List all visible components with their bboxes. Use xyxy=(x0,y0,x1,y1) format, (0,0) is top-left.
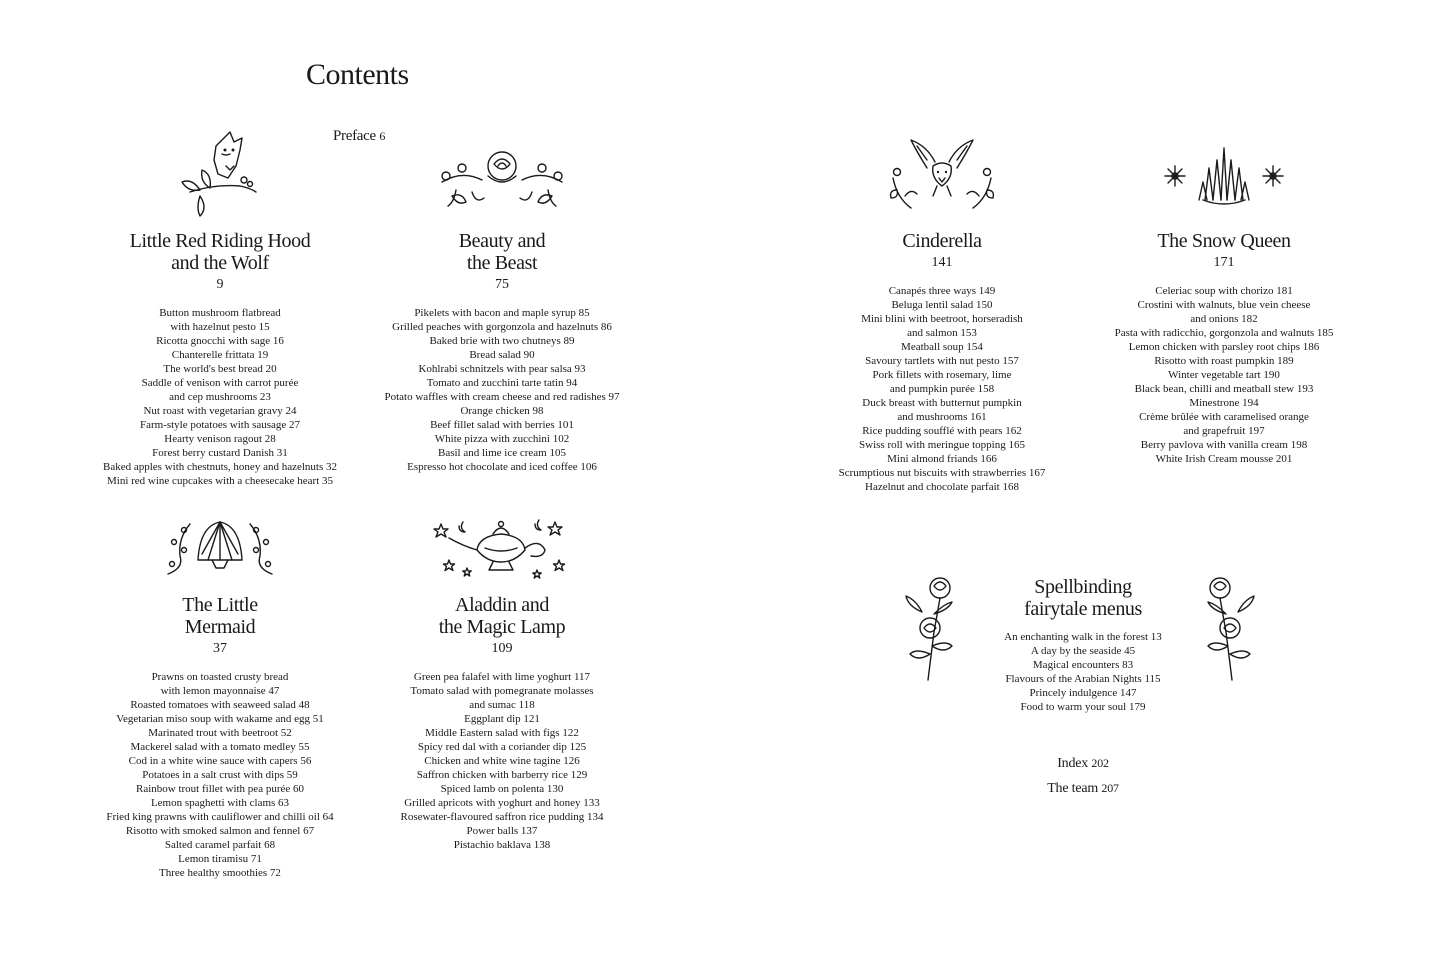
list-item[interactable]: Vegetarian miso soup with wakame and egg 51 xyxy=(116,713,324,725)
list-item[interactable]: Roasted tomatoes with seaweed salad 48 xyxy=(130,699,310,711)
list-item[interactable]: Saddle of venison with carrot purée and cep mushrooms 23 xyxy=(141,377,299,403)
recipe-list xyxy=(80,306,360,488)
recipe-list xyxy=(362,306,642,474)
list-item[interactable]: Berry pavlova with vanilla cream 198 xyxy=(1140,439,1308,451)
section-page: 109 xyxy=(491,641,513,656)
list-item[interactable]: Winter vegetable tart 190 xyxy=(1168,369,1280,381)
list-item[interactable]: Mini almond friands 166 xyxy=(887,453,997,465)
section-red-riding-hood xyxy=(80,126,360,488)
section-title: The Snow Queen xyxy=(1157,230,1291,252)
list-item[interactable]: Prawns on toasted crusty bread with lemon mayonnaise 47 xyxy=(151,671,289,697)
list-item[interactable]: Baked brie with two chutneys 89 xyxy=(429,335,575,347)
list-item[interactable]: An enchanting walk in the forest 13 xyxy=(1004,631,1162,643)
list-item[interactable]: Salted caramel parfait 68 xyxy=(164,839,276,851)
list-item[interactable]: White pizza with zucchini 102 xyxy=(434,433,570,445)
list-item[interactable]: Duck breast with butternut pumpkin and mushrooms 161 xyxy=(862,397,1022,423)
section-beauty-and-the-beast xyxy=(362,146,642,474)
menu-list xyxy=(963,630,1203,714)
section-page: 75 xyxy=(495,277,509,292)
list-item[interactable]: White Irish Cream mousse 201 xyxy=(1155,453,1293,465)
list-item[interactable]: Meatball soup 154 xyxy=(901,341,983,353)
list-item[interactable]: Grilled apricots with yoghurt and honey 133 xyxy=(404,797,600,809)
wolf-icon xyxy=(170,126,270,218)
list-item[interactable]: Princely indulgence 147 xyxy=(1029,687,1137,699)
list-item[interactable]: Rosewater-flavoured saffron rice pudding 134 xyxy=(400,811,604,823)
list-item[interactable]: Bread salad 90 xyxy=(469,349,535,361)
section-page: 171 xyxy=(1213,255,1235,270)
list-item[interactable]: Food to warm your soul 179 xyxy=(1020,701,1146,713)
list-item[interactable]: Pork fillets with rosemary, lime and pumpkin purée 158 xyxy=(872,369,1012,395)
list-item[interactable]: Beluga lentil salad 150 xyxy=(891,299,993,311)
list-item[interactable]: Nut roast with vegetarian gravy 24 xyxy=(143,405,297,417)
list-item[interactable]: Lemon spaghetti with clams 63 xyxy=(150,797,290,809)
list-item[interactable]: Button mushroom flatbread with hazelnut pesto 15 xyxy=(159,307,281,333)
list-item[interactable]: Flavours of the Arabian Nights 115 xyxy=(1005,673,1161,685)
list-item[interactable]: Hazelnut and chocolate parfait 168 xyxy=(865,481,1019,493)
index-page: 202 xyxy=(1091,756,1109,770)
list-item[interactable]: Tomato and zucchini tarte tatin 94 xyxy=(426,377,578,389)
list-item[interactable]: Espresso hot chocolate and iced coffee 106 xyxy=(407,461,597,473)
list-item[interactable]: Pikelets with bacon and maple syrup 85 xyxy=(414,307,590,319)
list-item[interactable]: Hearty venison ragout 28 xyxy=(164,433,276,445)
list-item[interactable]: Minestrone 194 xyxy=(1189,397,1259,409)
section-cinderella xyxy=(802,138,1082,494)
list-item[interactable]: Spiced lamb on polenta 130 xyxy=(440,783,564,795)
list-item[interactable]: Saffron chicken with barberry rice 129 xyxy=(416,769,588,781)
list-item[interactable]: Eggplant dip 121 xyxy=(464,713,540,725)
list-item[interactable]: Mini red wine cupcakes with a cheesecake heart 35 xyxy=(106,475,333,487)
list-item[interactable]: Power balls 137 xyxy=(466,825,538,837)
list-item[interactable]: Ricotta gnocchi with sage 16 xyxy=(156,335,284,347)
list-item[interactable]: Middle Eastern salad with figs 122 xyxy=(425,727,579,739)
section-title: Cinderella xyxy=(902,230,982,252)
section-page: 141 xyxy=(931,255,953,270)
rose-icon xyxy=(432,146,572,216)
list-item[interactable]: Risotto with roast pumpkin 189 xyxy=(1154,355,1294,367)
list-item[interactable]: Marinated trout with beetroot 52 xyxy=(148,727,292,739)
section-title: Little Red Riding Hood and the Wolf xyxy=(129,230,311,274)
list-item[interactable]: Scrumptious nut biscuits with strawberries 167 xyxy=(838,467,1046,479)
list-item[interactable]: Risotto with smoked salmon and fennel 67 xyxy=(125,825,315,837)
index-label: Index xyxy=(1057,756,1089,771)
section-title: The Little Mermaid xyxy=(182,594,258,638)
bird-icon xyxy=(887,138,997,214)
list-item[interactable]: Crostini with walnuts, blue vein cheese and onions 182 xyxy=(1137,299,1311,325)
section-page: 37 xyxy=(213,641,227,656)
section-little-mermaid xyxy=(80,514,360,880)
list-item[interactable]: A day by the seaside 45 xyxy=(1030,645,1136,657)
list-item[interactable]: The world's best bread 20 xyxy=(163,363,277,375)
list-item[interactable]: Potatoes in a salt crust with dips 59 xyxy=(142,769,298,781)
list-item[interactable]: Tomato salad with pomegranate molasses and sumac 118 xyxy=(410,685,594,711)
list-item[interactable]: Canapés three ways 149 xyxy=(888,285,996,297)
ice-crown-icon xyxy=(1159,144,1289,210)
preface-label: Preface xyxy=(333,128,376,144)
list-item[interactable]: Spicy red dal with a coriander dip 125 xyxy=(417,741,587,753)
list-item[interactable]: Green pea falafel with lime yoghurt 117 xyxy=(413,671,591,683)
flower-icon xyxy=(1200,574,1256,684)
list-item[interactable]: Basil and lime ice cream 105 xyxy=(438,447,566,459)
recipe-list xyxy=(1084,284,1364,466)
index-entry[interactable] xyxy=(1023,756,1143,772)
list-item[interactable]: Farm-style potatoes with sausage 27 xyxy=(139,419,301,431)
section-aladdin xyxy=(362,514,642,852)
list-item[interactable]: Crème brûlée with caramelised orange and grapefruit 197 xyxy=(1139,411,1309,437)
page-title: Contents xyxy=(306,58,409,91)
list-item[interactable]: Fried king prawns with cauliflower and chilli oil 64 xyxy=(106,811,334,823)
list-item[interactable]: Savoury tartlets with nut pesto 157 xyxy=(865,355,1019,367)
list-item[interactable]: Rice pudding soufflé with pears 162 xyxy=(862,425,1022,437)
list-item[interactable]: Magical encounters 83 xyxy=(1032,659,1134,671)
list-item[interactable]: Lemon chicken with parsley root chips 186 xyxy=(1128,341,1320,353)
preface-page: 6 xyxy=(379,129,386,143)
section-title: Beauty and the Beast xyxy=(458,230,546,274)
list-item[interactable]: Cod in a white wine sauce with capers 56 xyxy=(128,755,312,767)
list-item[interactable]: Rainbow trout fillet with pea purée 60 xyxy=(135,783,304,795)
list-item[interactable]: Chanterelle frittata 19 xyxy=(171,349,269,361)
section-title: Spellbinding fairytale menus xyxy=(1024,576,1142,620)
recipe-list xyxy=(362,670,642,852)
section-page: 9 xyxy=(216,277,224,292)
list-item[interactable]: Chicken and white wine tagine 126 xyxy=(424,755,580,767)
recipe-list xyxy=(80,670,360,880)
list-item[interactable]: Potato waffles with cream cheese and red radishes 97 xyxy=(384,391,620,403)
flower-icon xyxy=(904,574,960,684)
list-item[interactable]: Lemon tiramisu 71 xyxy=(178,853,262,865)
list-item[interactable]: Orange chicken 98 xyxy=(460,405,544,417)
list-item[interactable]: Swiss roll with meringue topping 165 xyxy=(859,439,1025,451)
list-item[interactable]: Grilled peaches with gorgonzola and hazelnuts 86 xyxy=(392,321,612,333)
list-item[interactable]: Kohlrabi schnitzels with pear salsa 93 xyxy=(418,363,586,375)
list-item[interactable]: Forest berry custard Danish 31 xyxy=(152,447,288,459)
list-item[interactable]: Baked apples with chestnuts, honey and hazelnuts 32 xyxy=(102,461,337,473)
section-snow-queen xyxy=(1084,144,1364,466)
seashell-icon xyxy=(160,514,280,580)
list-item[interactable]: Mackerel salad with a tomato medley 55 xyxy=(130,741,310,753)
section-fairytale-menus xyxy=(963,576,1203,714)
list-item[interactable]: Black bean, chilli and meatball stew 193 xyxy=(1134,383,1314,395)
magic-lamp-icon xyxy=(427,514,577,580)
list-item[interactable]: Pasta with radicchio, gorgonzola and walnuts 185 xyxy=(1114,327,1334,339)
team-entry[interactable] xyxy=(1023,781,1143,797)
list-item[interactable]: Celeriac soup with chorizo 181 xyxy=(1155,285,1293,297)
team-label: The team xyxy=(1047,781,1099,796)
recipe-list xyxy=(802,284,1082,494)
list-item[interactable]: Beef fillet salad with berries 101 xyxy=(430,419,574,431)
team-page: 207 xyxy=(1101,781,1119,795)
list-item[interactable]: Pistachio baklava 138 xyxy=(453,839,551,851)
section-title: Aladdin and the Magic Lamp xyxy=(438,594,566,638)
list-item[interactable]: Mini blini with beetroot, horseradish and salmon 153 xyxy=(861,313,1023,339)
list-item[interactable]: Three healthy smoothies 72 xyxy=(159,867,281,879)
